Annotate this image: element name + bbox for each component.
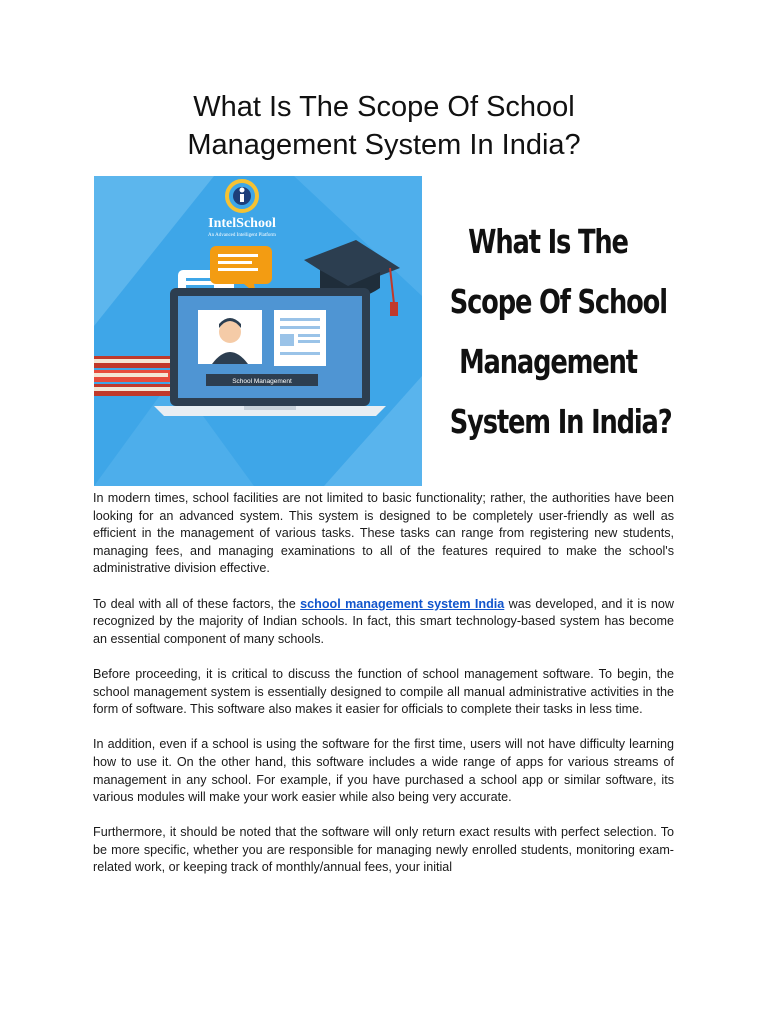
paragraph-2-end: was developed, and it is now recognized by the majority of Indian schools. In fact, this smart technology-based system has become an essential component of many schools. <box>93 596 674 646</box>
banner-heading-line-1: What Is The <box>468 222 628 261</box>
banner-heading-line-2: Scope Of School <box>449 282 667 321</box>
logo-tagline: An Advanced Intelligent Platform <box>208 233 276 238</box>
school-management-system-link[interactable]: school management system India <box>300 596 505 611</box>
paragraph-2 <box>93 596 674 649</box>
page-title <box>60 88 708 164</box>
banner-heading-line-3: Management <box>459 342 637 381</box>
paragraph-4: In addition, even if a school is using the software for the first time, users will not have difficulty learning how to use it. On the other hand, this software includes a wide range of apps for various streams of management in any school. For example, if you have purchased a school app or similar software, its various modules will make your work easier while also being very accurate. <box>93 737 674 805</box>
paragraph-1: In modern times, school facilities are not limited to basic functionality; rather, the authorities have been looking for an advanced system. This system is designed to be completely user-friendly as well as efficient in the management of various tasks. These tasks can range from registering new students, managing fees, and managing examinations to all of the features required to make the school's administrative division effective. <box>93 491 674 576</box>
title-line-1: What Is The Scope Of School <box>193 91 575 123</box>
banner-image <box>94 176 674 486</box>
banner-heading-line-4: System In India? <box>449 402 672 441</box>
banner-illustration <box>94 176 422 486</box>
article-body <box>93 490 674 895</box>
banner-illustration-svg <box>94 176 422 486</box>
laptop-screen-label: School Management <box>232 378 292 385</box>
banner-heading-panel <box>422 176 674 486</box>
books-stack-icon <box>94 356 174 396</box>
laptop-icon <box>154 288 386 416</box>
paragraph-2-start: To deal with all of these factors, the <box>93 596 301 611</box>
logo-name: IntelSchool <box>208 216 276 231</box>
paragraph-5: Furthermore, it should be noted that the software will only return exact results with perfect selection. To be more specific, whether you are responsible for managing newly enrolled students, monitoring exam-related work, or keeping track of monthly/annual fees, your initial <box>93 825 674 875</box>
title-line-2: Management System In India? <box>187 129 581 161</box>
paragraph-3: Before proceeding, it is critical to discuss the function of school management software. To begin, the school management system is essentially designed to compile all manual administrative activities in the form of software. This software also makes it easier for officials to complete their tasks in less time. <box>93 666 674 717</box>
